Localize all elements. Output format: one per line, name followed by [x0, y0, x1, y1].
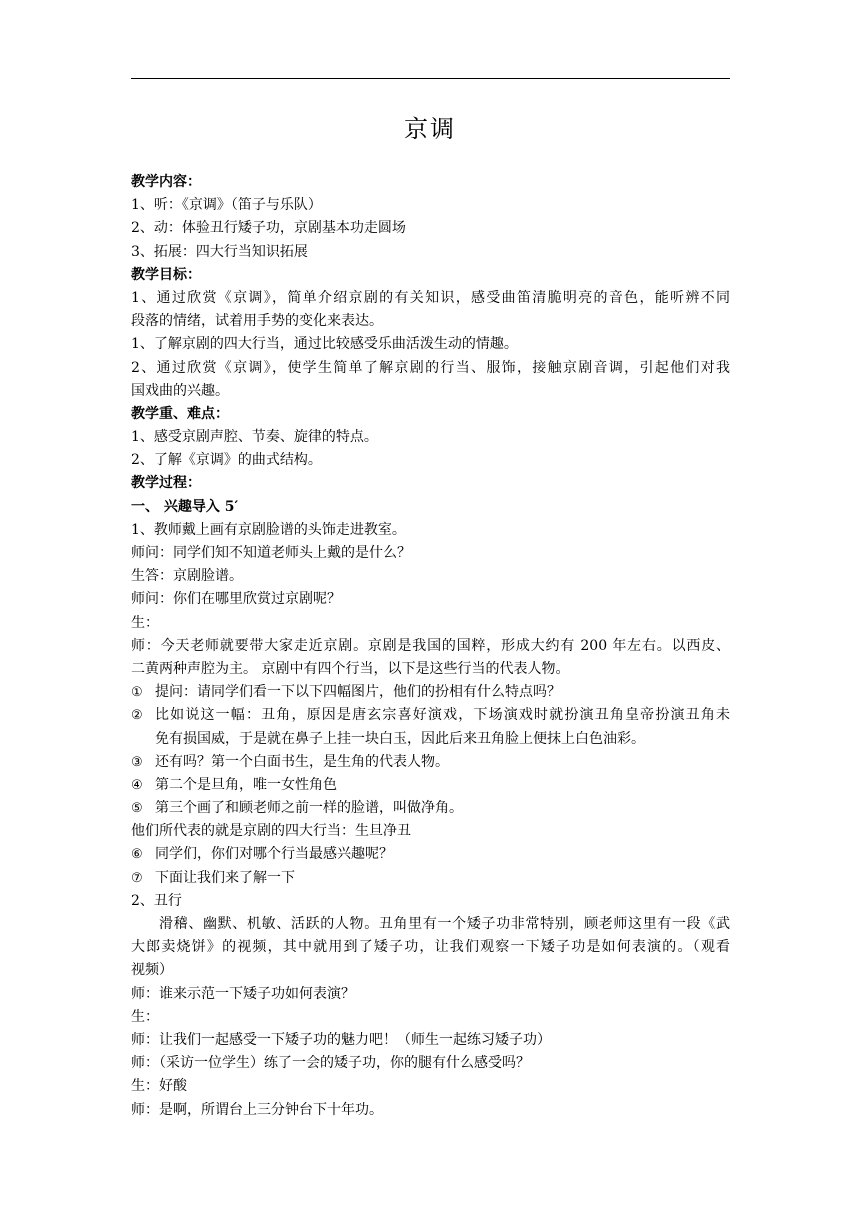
item-number: ① [131, 685, 143, 701]
text-line [131, 426, 730, 449]
text-line [131, 658, 730, 681]
text-line [131, 936, 730, 959]
line-text: 比如说这一幅：丑角，原因是唐玄宗喜好演戏，下场演戏时就扮演丑角皇帝扮演丑角未 [155, 707, 730, 724]
line-text: 2、动：体验丑行矮子功，京剧基本功走圆场 [131, 220, 406, 237]
line-text: 提问：请同学们看一下以下四幅图片，他们的扮相有什么特点吗？ [155, 684, 561, 701]
text-line [131, 728, 730, 751]
numbered-item [131, 751, 730, 774]
text-line [131, 1052, 730, 1075]
numbered-item [131, 681, 730, 704]
line-text: 1、了解京剧的四大行当，通过比较感受乐曲活泼生动的情趣。 [131, 336, 518, 353]
line-text: 下面让我们来了解一下 [155, 869, 295, 886]
item-number: ③ [131, 754, 143, 770]
line-text: 2、了解《京调》的曲式结构。 [131, 452, 322, 469]
line-text: 一、 兴趣导入 5′ [131, 498, 239, 515]
line-text: 师：谁来示范一下矮子功如何表演？ [131, 985, 355, 1002]
text-line [131, 194, 730, 217]
line-text: 1、听：《京调》（笛子与乐队） [131, 197, 322, 214]
line-text: 段落的情绪，试着用手势的变化来表达。 [131, 313, 383, 330]
line-text: 师：让我们一起感受一下矮子功的魅力吧！（师生一起练习矮子功） [131, 1031, 551, 1048]
line-text: 二黄两种声腔为主。 京剧中有四个行当，以下是这些行当的代表人物。 [131, 660, 570, 677]
text-line [131, 983, 730, 1006]
text-line [131, 820, 730, 843]
text-line [131, 588, 730, 611]
line-text: 滑稽、幽默、机敏、活跃的人物。丑角里有一个矮子功非常特别，顾老师这里有一段《武 [159, 916, 730, 932]
text-line [131, 287, 730, 310]
section-heading [131, 171, 730, 194]
line-text: 第三个画了和顾老师之前一样的脸谱，叫做净角。 [155, 800, 463, 817]
text-line [131, 913, 730, 936]
section-heading [131, 496, 730, 519]
line-text: 生答：京剧脸谱。 [131, 568, 243, 585]
line-text: 他们所代表的就是京剧的四大行当：生旦净丑 [131, 823, 411, 840]
item-number: ⑦ [131, 870, 143, 886]
text-line [131, 241, 730, 264]
item-number: ⑤ [131, 801, 143, 817]
numbered-item [131, 774, 730, 797]
line-text: 大郎卖烧饼》的视频，其中就用到了矮子功，让我们观察一下矮子功是如何表演的。（观看 [131, 939, 730, 956]
text-line [131, 959, 730, 982]
line-text: 教学目标： [131, 266, 201, 283]
text-line [131, 217, 730, 240]
line-text: 视频） [131, 962, 173, 979]
text-line [131, 357, 730, 380]
line-text: 2、通过欣赏《京调》，使学生简单了解京剧的行当、服饰，接触京剧音调，引起他们对我 [131, 359, 730, 376]
line-text: 师：今天老师就要带大家走近京剧。京剧是我国的国粹，形成大约有 200 年左右。以西皮、 [131, 637, 730, 654]
text-line [131, 1006, 730, 1029]
numbered-item [131, 867, 730, 890]
line-text: 教学过程： [131, 475, 201, 492]
line-text: 国戏曲的兴趣。 [131, 382, 229, 399]
text-line [131, 449, 730, 472]
line-text: 2、丑行 [131, 892, 182, 909]
numbered-item [131, 704, 730, 727]
text-line [131, 1029, 730, 1052]
line-text: 3、拓展：四大行当知识拓展 [131, 243, 308, 260]
line-text: 1、通过欣赏《京调》，简单介绍京剧的有关知识，感受曲笛清脆明亮的音色，能听辨不同 [131, 289, 730, 306]
item-number: ⑥ [131, 847, 143, 863]
line-text: 生：好酸 [131, 1078, 187, 1095]
text-line [131, 635, 730, 658]
text-line [131, 380, 730, 403]
line-text: 生： [131, 1008, 159, 1025]
text-line [131, 1075, 730, 1098]
text-line [131, 542, 730, 565]
line-text: 师问：同学们知不知道老师头上戴的是什么？ [131, 545, 411, 561]
text-line [131, 1099, 730, 1122]
text-line [131, 333, 730, 356]
item-number: ② [131, 708, 143, 724]
line-text: 教学内容： [131, 174, 201, 190]
numbered-item [131, 797, 730, 820]
item-number: ④ [131, 777, 143, 793]
text-line [131, 612, 730, 635]
numbered-item [131, 843, 730, 866]
line-text: 同学们，你们对哪个行当最感兴趣呢？ [155, 846, 393, 863]
header-rule [131, 78, 730, 79]
section-heading [131, 403, 730, 426]
text-line [131, 565, 730, 588]
section-heading [131, 264, 730, 287]
line-text: 教学重、难点： [131, 405, 229, 422]
line-text: 1、教师戴上画有京剧脸谱的头饰走进教室。 [131, 521, 406, 538]
page-title: 京调 [404, 115, 456, 143]
line-text: 师问：你们在哪里欣赏过京剧呢？ [131, 591, 341, 608]
line-text: 1、感受京剧声腔、节奏、旋律的特点。 [131, 429, 378, 446]
line-text: 还有吗？第一个白面书生，是生角的代表人物。 [155, 753, 449, 770]
text-line [131, 519, 730, 542]
line-text: 免有损国威，于是就在鼻子上挂一块白玉，因此后来丑角脸上便抹上白色油彩。 [155, 730, 645, 747]
text-line [131, 310, 730, 333]
line-text: 师：是啊，所谓台上三分钟台下十年功。 [131, 1101, 383, 1118]
line-text: 师：（采访一位学生）练了一会的矮子功，你的腿有什么感受吗？ [131, 1055, 530, 1072]
section-heading [131, 472, 730, 495]
line-text: 第二个是旦角，唯一女性角色 [155, 776, 337, 793]
line-text: 生： [131, 614, 159, 631]
document-body [131, 171, 730, 1122]
text-line [131, 890, 730, 913]
